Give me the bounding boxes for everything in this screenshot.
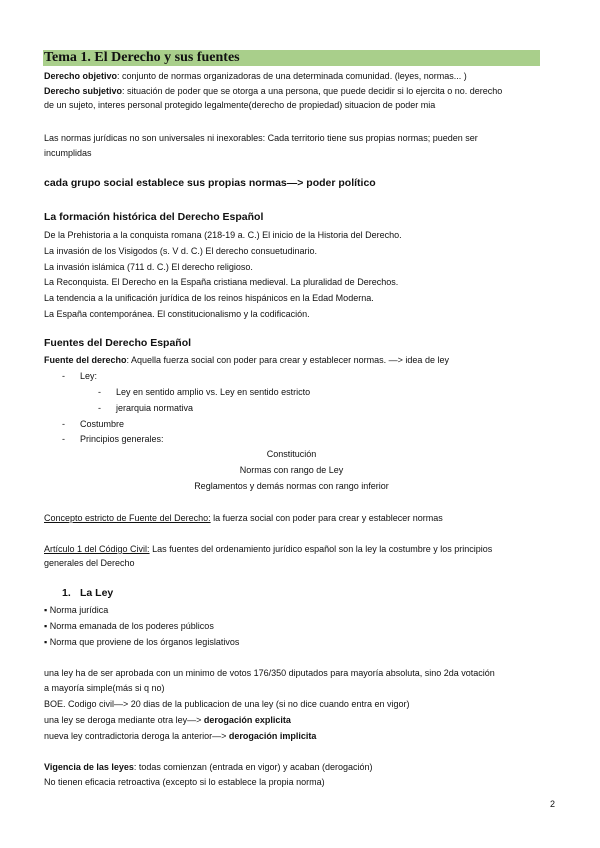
la-ley-bullet-row: [44, 620, 214, 632]
la-ley-bullet-text: Norma que proviene de los órganos legislativos: [49, 637, 240, 647]
votos-line2: a mayoría simple(más si q no): [44, 683, 165, 693]
historia-item: La invasión de los Visigodos (s. V d. C.) El derecho consuetudinario.: [44, 246, 317, 256]
page-number: 2: [550, 799, 556, 809]
la-ley-number: 1.: [62, 587, 71, 599]
concepto-label: Concepto estricto de Fuente del Derecho:: [44, 513, 211, 523]
costumbre-item: Costumbre: [80, 419, 125, 429]
fuente-derecho-label: Fuente del derecho: [44, 355, 127, 365]
normas-line1: Las normas jurídicas no son universales ni inexorables: Cada territorio tiene sus propias normas; pueden ser: [44, 133, 478, 143]
square-bullet-icon: ▪: [44, 637, 48, 647]
fuente-derecho-line: [44, 354, 449, 366]
vigencia-label: Vigencia de las leyes: [44, 762, 134, 772]
ley-subitem: jerarquia normativa: [116, 403, 194, 413]
derogacion-implicita-text: nueva ley contradictoria deroga la anterior—>: [44, 731, 229, 741]
vigencia-line2: No tienen eficacia retroactiva (excepto si lo establece la propia norma): [44, 777, 325, 787]
list-dash: -: [62, 371, 65, 381]
vigencia-text: : todas comienzan (entrada en vigor) y acaban (derogación): [133, 762, 373, 772]
articulo-text: Las fuentes del ordenamiento jurídico español son la ley la costumbre y los principios: [149, 544, 493, 554]
square-bullet-icon: ▪: [44, 605, 48, 615]
la-ley-heading: La Ley: [80, 587, 114, 599]
historia-item: De la Prehistoria a la conquista romana (218-19 a. C.) El inicio de la Historia del Derecho.: [44, 230, 402, 240]
principios-item: Principios generales:: [80, 434, 164, 444]
derogacion-explicita-text: una ley se deroga mediante otra ley—>: [44, 715, 204, 725]
jerarquia-line: Reglamentos y demás normas con rango inferior: [194, 481, 389, 491]
list-dash: -: [98, 403, 101, 413]
la-ley-bullet-row: [44, 604, 108, 616]
derogacion-implicita-line: [44, 730, 316, 742]
derecho-objetivo-text: : conjunto de normas organizadoras de una determinada comunidad. (leyes, normas... ): [117, 71, 467, 81]
historia-item: La invasión islámica (711 d. C.) El derecho religioso.: [44, 262, 253, 272]
derecho-subjetivo-text: : situación de poder que se otorga a una persona, que puede decidir si lo ejercita o no. derecho: [122, 86, 503, 96]
derogacion-explicita-line: [44, 714, 291, 726]
square-bullet-icon: ▪: [44, 621, 48, 631]
articulo-label: Artículo 1 del Código Civil:: [44, 544, 150, 554]
la-ley-bullet-text: Norma jurídica: [49, 605, 109, 615]
list-dash: -: [62, 434, 65, 444]
jerarquia-line: Constitución: [266, 449, 317, 459]
jerarquia-line: Normas con rango de Ley: [239, 465, 344, 475]
historia-item: La tendencia a la unificación jurídica de los reinos hispánicos en la Edad Moderna.: [44, 293, 374, 303]
concepto-text: la fuerza social con poder para crear y establecer normas: [210, 513, 443, 523]
fuente-derecho-text: : Aquella fuerza social con poder para crear y establecer normas. —> idea de ley: [126, 355, 449, 365]
articulo-line: [44, 543, 492, 555]
normas-line2: incumplidas: [44, 148, 92, 158]
historia-item: La España contemporánea. El constitucionalismo y la codificación.: [44, 309, 310, 319]
la-ley-bullet-row: [44, 636, 239, 648]
list-dash: -: [98, 387, 101, 397]
derecho-subjetivo-line2: de un sujeto, interes personal protegido legalmente(derecho de propiedad) situacion de poder mia: [44, 100, 436, 110]
historia-item: La Reconquista. El Derecho en la España cristiana medieval. La pluralidad de Derechos.: [44, 277, 399, 287]
derogacion-explicita-term: derogación explicita: [203, 715, 291, 725]
concepto-line: [44, 512, 443, 524]
list-dash: -: [62, 419, 65, 429]
historia-heading: La formación histórica del Derecho Español: [44, 211, 264, 223]
derecho-subjetivo-label: Derecho subjetivo: [44, 86, 123, 96]
derogacion-implicita-term: derogación implicita: [228, 731, 317, 741]
boe-line: BOE. Codigo civil—> 20 dias de la publicacion de una ley (si no dice cuando entra en vigor): [44, 699, 410, 709]
fuentes-heading: Fuentes del Derecho Español: [44, 337, 192, 349]
ley-subitem: Ley en sentido amplio vs. Ley en sentido estricto: [116, 387, 311, 397]
derecho-objetivo-label: Derecho objetivo: [44, 71, 118, 81]
ley-item: Ley:: [80, 371, 98, 381]
articulo-line2: generales del Derecho: [44, 558, 135, 568]
poder-politico-line: cada grupo social establece sus propias normas—> poder político: [44, 177, 376, 189]
derecho-subjetivo-line: [44, 85, 502, 97]
derecho-objetivo-line: [44, 70, 467, 82]
vigencia-line: [44, 761, 373, 773]
page-title: Tema 1. El Derecho y sus fuentes: [44, 50, 240, 65]
votos-line1: una ley ha de ser aprobada con un minimo de votos 176/350 diputados para mayoría absoluta, sino 2da votación: [44, 668, 495, 678]
la-ley-bullet-text: Norma emanada de los poderes públicos: [49, 621, 214, 631]
